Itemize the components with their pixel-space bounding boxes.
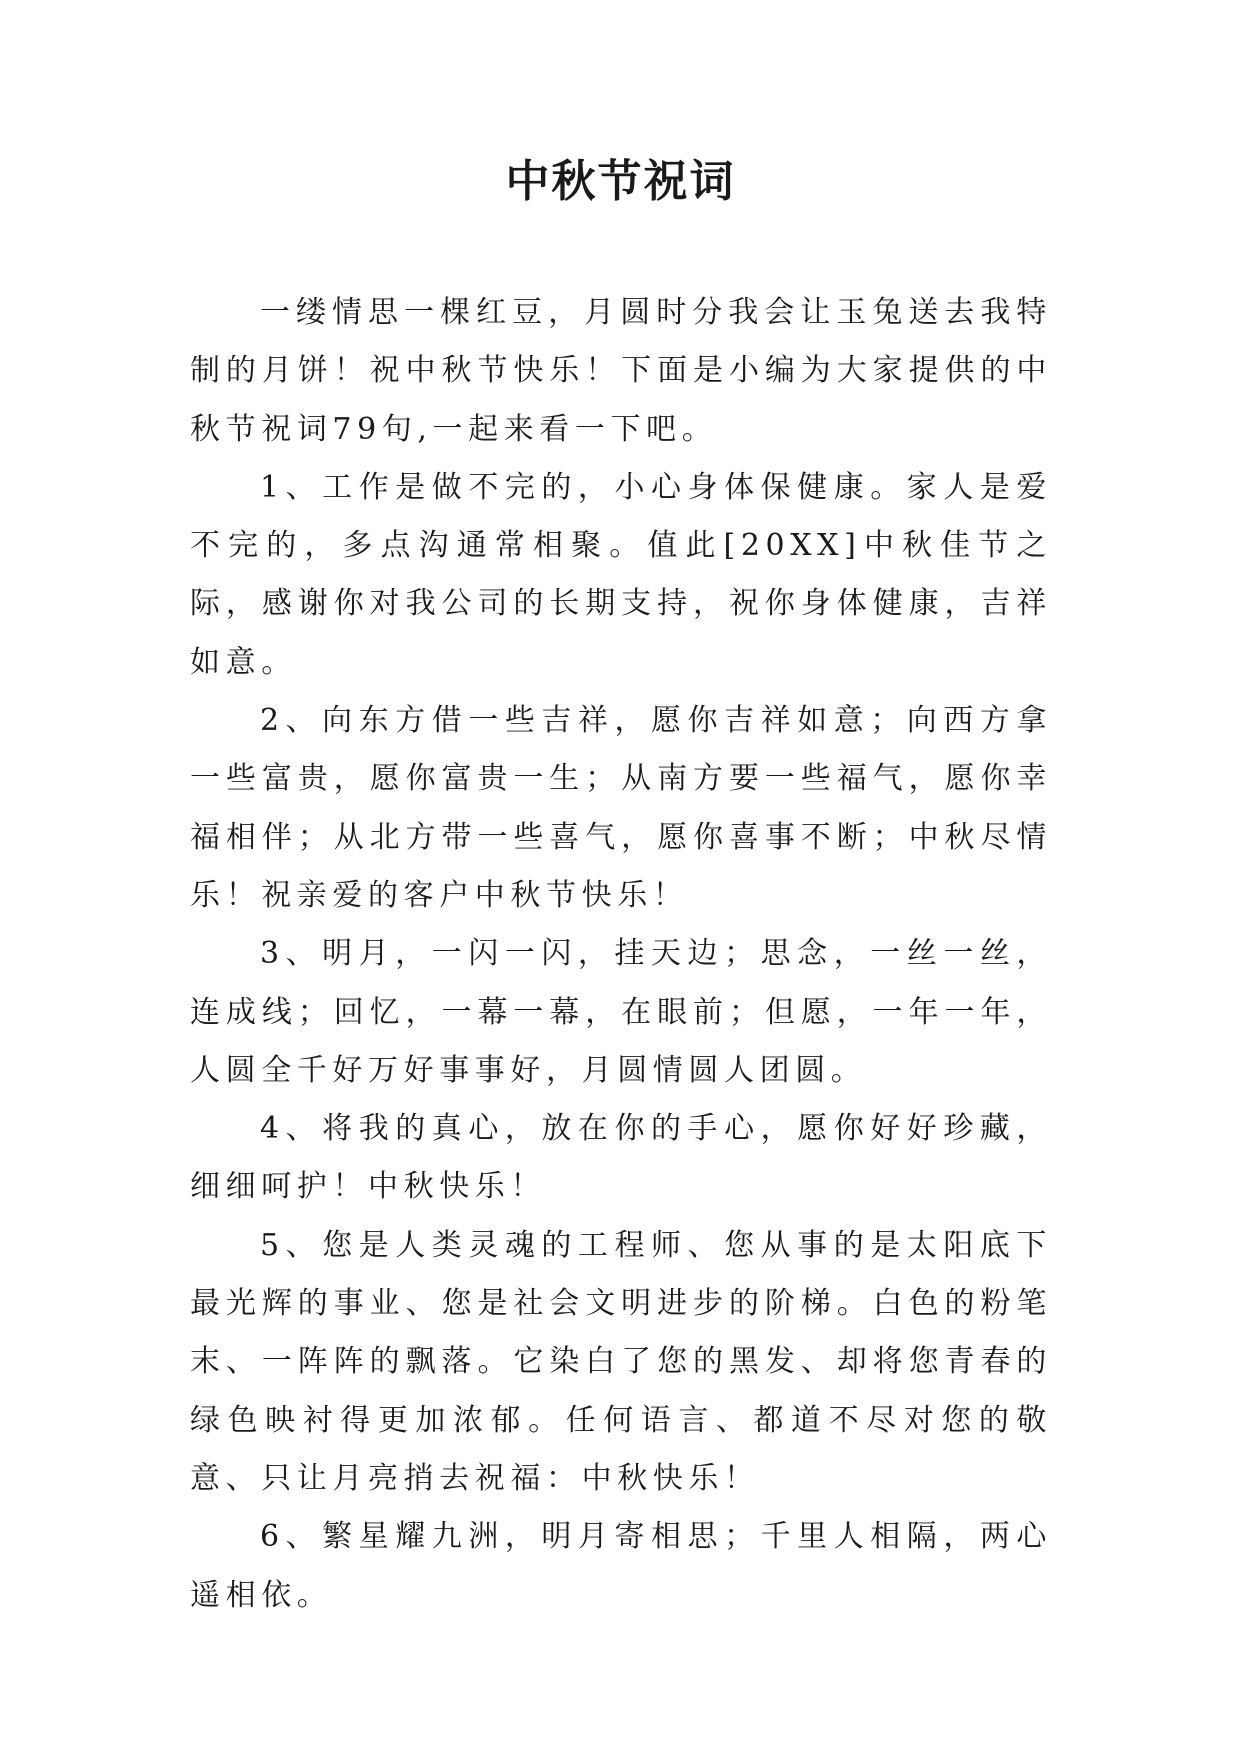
document-title: 中秋节祝词 (505, 156, 736, 207)
greeting-paragraph-5: 5、您是人类灵魂的工程师、您从事的是太阳底下最光辉的事业、您是社会文明进步的阶梯。白色的粉笔末、一阵阵的飘落。它染白了您的黑发、却将您青春的绿色映衬得更加浓郁。任何语言、都道不尽对您的敬意、只让月亮捎去祝福：中秋快乐！ (190, 1227, 1052, 1496)
greeting-paragraph-2: 2、向东方借一些吉祥，愿你吉祥如意；向西方拿一些富贵，愿你富贵一生；从南方要一些福气，愿你幸福相伴；从北方带一些喜气，愿你喜事不断；中秋尽情乐！祝亲爱的客户中秋节快乐！ (190, 703, 1052, 913)
greeting-paragraph-3: 3、明月，一闪一闪，挂天边；思念，一丝一丝，连成线；回忆，一幕一幕，在眼前；但愿，一年一年，人圆全千好万好事事好，月圆情圆人团圆。 (190, 936, 1052, 1088)
document-body (190, 284, 1052, 1625)
intro-paragraph: 一缕情思一棵红豆，月圆时分我会让玉兔送去我特制的月饼！祝中秋节快乐！下面是小编为大家提供的中秋节祝词79句,一起来看一下吧。 (190, 295, 1052, 447)
greeting-paragraph-6: 6、繁星耀九洲，明月寄相思；千里人相隔，两心遥相依。 (190, 1519, 1052, 1613)
greeting-paragraph-1: 1、工作是做不完的，小心身体保健康。家人是爱不完的，多点沟通常相聚。值此[20XX]中秋佳节之际，感谢你对我公司的长期支持，祝你身体健康，吉祥如意。 (190, 469, 1052, 680)
greeting-paragraph-4: 4、将我的真心，放在你的手心，愿你好好珍藏，细细呵护！中秋快乐！ (190, 1111, 1052, 1205)
